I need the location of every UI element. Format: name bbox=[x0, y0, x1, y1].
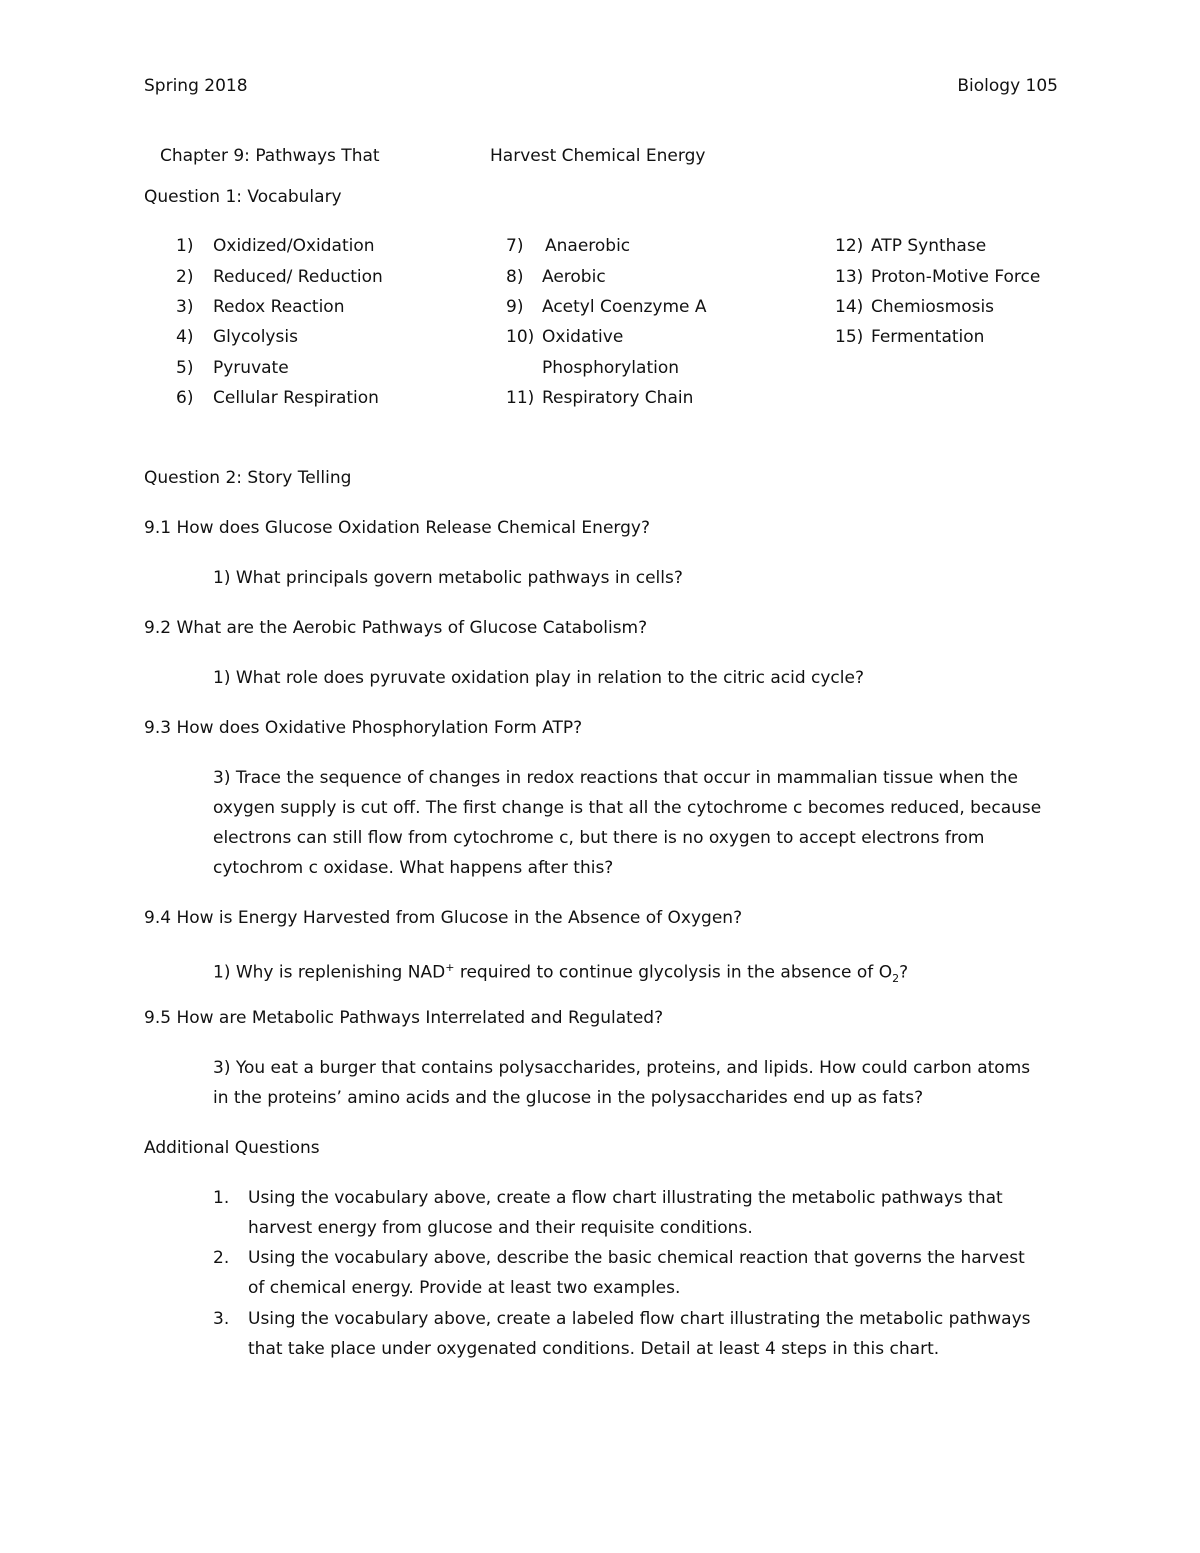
vocab-term: Reduced/ Reduction bbox=[213, 267, 383, 287]
superscript: + bbox=[445, 961, 455, 974]
vocab-num: 6) bbox=[176, 388, 194, 408]
header-right: Biology 105 bbox=[957, 76, 1058, 96]
chapter-title-part2: Harvest Chemical Energy bbox=[490, 146, 706, 166]
header-left: Spring 2018 bbox=[144, 76, 248, 96]
vocab-num: 12) bbox=[835, 236, 864, 256]
chapter-title-part1: Chapter 9: Pathways That bbox=[160, 146, 380, 166]
vocab-term: Aerobic bbox=[542, 267, 606, 287]
section-9-5: 9.5 How are Metabolic Pathways Interrelated and Regulated? bbox=[144, 1008, 664, 1028]
vocab-num: 8) bbox=[506, 267, 524, 287]
additional-item-line: Using the vocabulary above, describe the basic chemical reaction that governs the harvest bbox=[248, 1248, 1025, 1268]
vocab-num: 1) bbox=[176, 236, 194, 256]
additional-questions-heading: Additional Questions bbox=[144, 1138, 320, 1158]
vocab-term: Oxidized/Oxidation bbox=[213, 236, 375, 256]
vocab-term: Proton-Motive Force bbox=[871, 267, 1041, 287]
section-9-3-question-line: 3) Trace the sequence of changes in redox reactions that occur in mammalian tissue when the bbox=[213, 768, 1018, 788]
additional-item-line: Using the vocabulary above, create a flow chart illustrating the metabolic pathways that bbox=[248, 1188, 1003, 1208]
vocab-num: 13) bbox=[835, 267, 864, 287]
section-9-4: 9.4 How is Energy Harvested from Glucose in the Absence of Oxygen? bbox=[144, 908, 743, 928]
text: 1) Why is replenishing NAD bbox=[213, 962, 446, 983]
text: ? bbox=[899, 962, 909, 983]
vocab-term: Oxidative bbox=[542, 327, 624, 347]
text: required to continue glycolysis in the absence of O bbox=[454, 962, 893, 983]
additional-item-num: 2. bbox=[213, 1248, 230, 1268]
additional-item-line: of chemical energy. Provide at least two examples. bbox=[248, 1278, 681, 1298]
question-2-heading: Question 2: Story Telling bbox=[144, 468, 352, 488]
section-9-1-question: 1) What principals govern metabolic pathways in cells? bbox=[213, 568, 683, 588]
vocab-term: Respiratory Chain bbox=[542, 388, 694, 408]
additional-item-line: harvest energy from glucose and their requisite conditions. bbox=[248, 1218, 753, 1238]
section-9-4-question bbox=[213, 958, 908, 989]
vocab-term: ATP Synthase bbox=[871, 236, 987, 256]
vocab-num: 9) bbox=[506, 297, 524, 317]
vocab-num: 3) bbox=[176, 297, 194, 317]
section-9-2-question: 1) What role does pyruvate oxidation play in relation to the citric acid cycle? bbox=[213, 668, 864, 688]
vocab-term: Chemiosmosis bbox=[871, 297, 995, 317]
vocab-term: Glycolysis bbox=[213, 327, 298, 347]
section-9-5-question-line: 3) You eat a burger that contains polysaccharides, proteins, and lipids. How could carbon atoms bbox=[213, 1058, 1031, 1078]
vocab-term: Anaerobic bbox=[545, 236, 631, 256]
vocab-term: Pyruvate bbox=[213, 358, 289, 378]
subscript: 2 bbox=[892, 972, 900, 986]
vocab-num: 10) bbox=[506, 327, 535, 347]
vocab-num: 2) bbox=[176, 267, 194, 287]
vocab-term: Cellular Respiration bbox=[213, 388, 379, 408]
section-9-3-question-line: electrons can still flow from cytochrome c, but there is no oxygen to accept electrons from bbox=[213, 828, 985, 848]
section-9-3: 9.3 How does Oxidative Phosphorylation Form ATP? bbox=[144, 718, 583, 738]
vocab-num: 14) bbox=[835, 297, 864, 317]
vocab-term: Acetyl Coenzyme A bbox=[542, 297, 707, 317]
vocab-num: 7) bbox=[506, 236, 524, 256]
additional-item-num: 1. bbox=[213, 1188, 230, 1208]
section-9-3-question-line: oxygen supply is cut off. The first change is that all the cytochrome c becomes reduced, because bbox=[213, 798, 1042, 818]
vocab-num: 5) bbox=[176, 358, 194, 378]
additional-item-line: that take place under oxygenated conditions. Detail at least 4 steps in this chart. bbox=[248, 1339, 940, 1359]
section-9-3-question-line: cytochrom c oxidase. What happens after this? bbox=[213, 858, 614, 878]
section-9-2: 9.2 What are the Aerobic Pathways of Glucose Catabolism? bbox=[144, 618, 648, 638]
vocab-num: 15) bbox=[835, 327, 864, 347]
section-9-5-question-line: in the proteins’ amino acids and the glucose in the polysaccharides end up as fats? bbox=[213, 1088, 924, 1108]
section-9-1: 9.1 How does Glucose Oxidation Release Chemical Energy? bbox=[144, 518, 650, 538]
vocab-term: Redox Reaction bbox=[213, 297, 345, 317]
vocab-term: Phosphorylation bbox=[542, 358, 680, 378]
additional-item-line: Using the vocabulary above, create a labeled flow chart illustrating the metabolic pathways bbox=[248, 1309, 1031, 1329]
question-1-heading: Question 1: Vocabulary bbox=[144, 187, 342, 207]
vocab-num: 4) bbox=[176, 327, 194, 347]
vocab-term: Fermentation bbox=[871, 327, 985, 347]
additional-item-num: 3. bbox=[213, 1309, 230, 1329]
vocab-num: 11) bbox=[506, 388, 535, 408]
